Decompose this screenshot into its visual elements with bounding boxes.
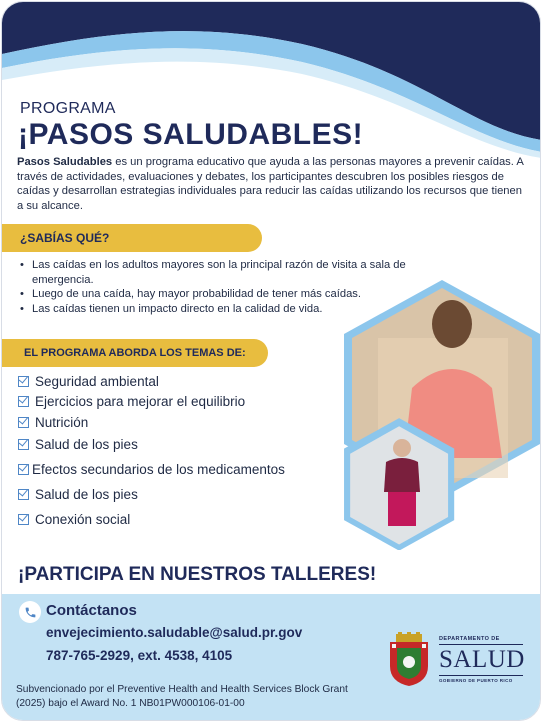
intro-paragraph [17, 155, 529, 213]
logo-main: SALUD [439, 646, 525, 673]
logo-divider [439, 675, 523, 676]
list-item [18, 437, 138, 452]
temas-heading: EL PROGRAMA ABORDA LOS TEMAS DE: [24, 347, 246, 359]
logo-sub: GOBIERNO DE PUERTO RICO [439, 678, 513, 683]
contact-phone[interactable]: 787-765-2929, ext. 4538, 4105 [46, 648, 233, 663]
check-icon [18, 439, 29, 450]
phone-icon [19, 601, 41, 623]
list-item: • Las caídas tienen un impacto directo en la calidad de vida. [20, 302, 440, 317]
photo-hexagons [342, 278, 541, 550]
check-icon [18, 417, 29, 428]
list-item [18, 487, 138, 502]
topic-label: Salud de los pies [35, 487, 138, 502]
contact-panel [2, 594, 541, 721]
topic-label: Conexión social [35, 512, 131, 527]
sabias-heading: ¿SABÍAS QUÉ? [20, 231, 110, 245]
intro-bold: Pasos Saludables [17, 156, 113, 168]
temas-heading-pill [2, 339, 268, 367]
topic-label: Nutrición [35, 415, 89, 430]
program-eyebrow: PROGRAMA [20, 100, 116, 117]
list-item [18, 462, 285, 477]
logo-divider [439, 644, 523, 645]
intro-text: es un programa educativo que ayuda a las personas mayores a prevenir caídas. A través de actividades, evaluaciones y debates, los participantes descubren los posibles riesgos de caídas y desarrollan estrategias individuales para reducir las caídas utilizando los recursos que tienen a su alcance. [17, 156, 524, 212]
topic-label: Seguridad ambiental [35, 374, 159, 389]
list-item [18, 394, 245, 409]
page-title: ¡PASOS SALUDABLES! [18, 118, 364, 151]
call-to-action: ¡PARTICIPA EN NUESTROS TALLERES! [18, 564, 377, 585]
funding-note: Subvencionado por el Preventive Health and Health Services Block Grant (2025) bajo el Award No. 1 NB01PW000106-01-00 [16, 684, 348, 709]
check-icon [18, 376, 29, 387]
list-item [18, 415, 88, 430]
topic-label: Efectos secundarios de los medicamentos [32, 462, 285, 477]
contact-title: Contáctanos [46, 602, 137, 619]
check-icon [18, 396, 29, 407]
check-icon [18, 464, 29, 475]
list-item [18, 374, 159, 389]
topic-label: Ejercicios para mejorar el equilibrio [35, 394, 246, 409]
check-icon [18, 514, 29, 525]
check-icon [18, 489, 29, 500]
flyer-card [1, 1, 541, 721]
logo-top: DEPARTAMENTO DE [439, 636, 500, 642]
topic-label: Salud de los pies [35, 437, 138, 452]
list-item: • Luego de una caída, hay mayor probabilidad de tener más caídas. [20, 287, 440, 302]
coat-of-arms-icon [388, 632, 430, 686]
contact-email[interactable]: envejecimiento.saludable@salud.pr.gov [46, 625, 303, 640]
salud-logo [439, 636, 523, 683]
sabias-heading-pill [2, 224, 262, 252]
list-item: • Las caídas en los adultos mayores son la principal razón de visita a sala de emergencia. [20, 258, 440, 287]
list-item [18, 512, 130, 527]
